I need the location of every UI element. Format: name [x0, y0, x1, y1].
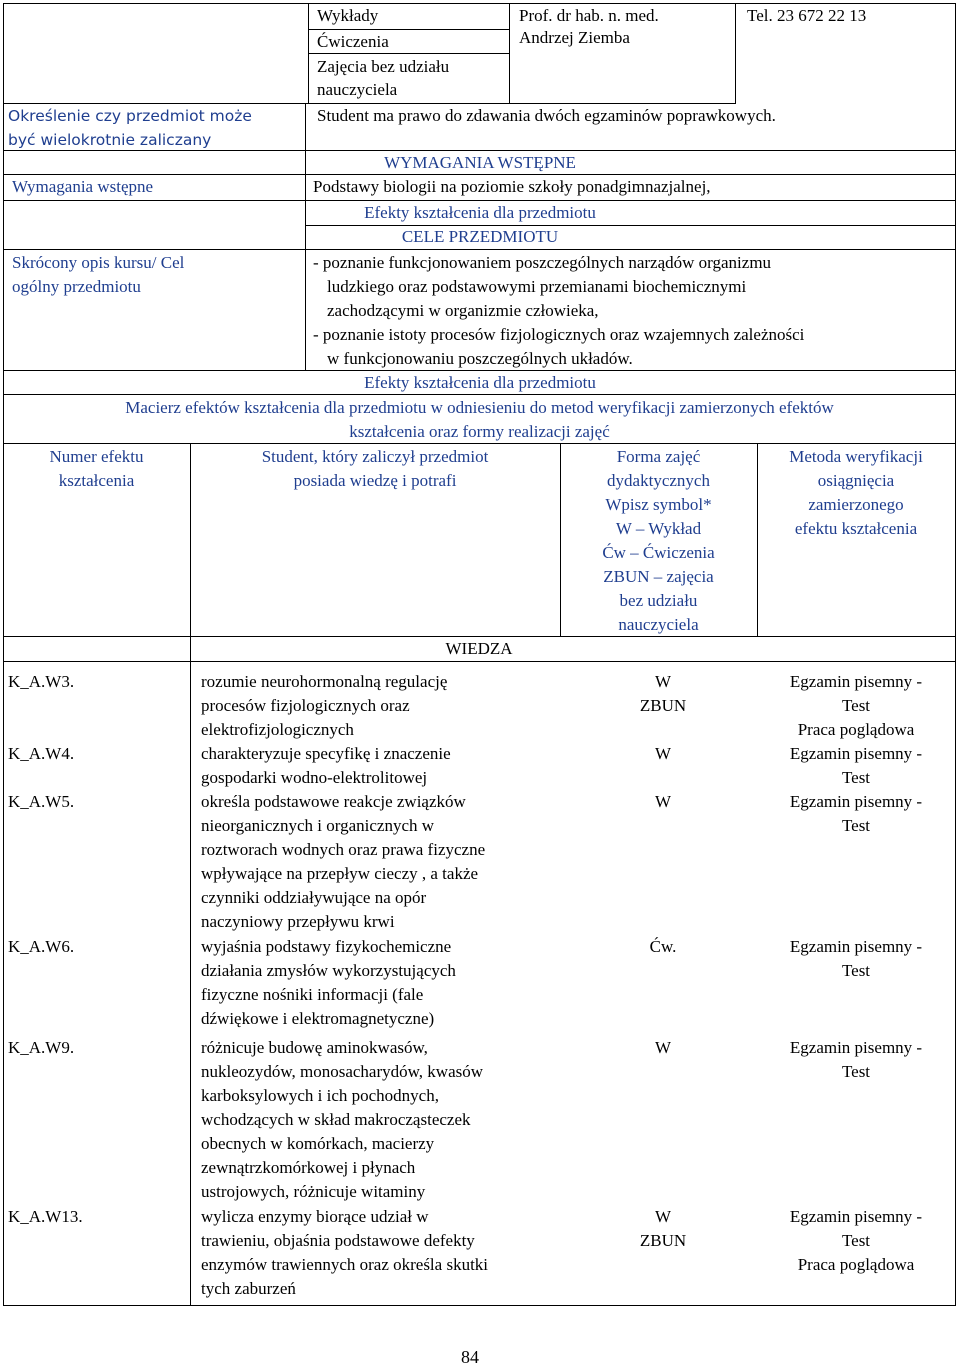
col-header-line: Metoda weryfikacji — [789, 447, 923, 466]
desc-line: zewnątrzkomórkowej i płynach — [201, 1158, 416, 1177]
form-self-study-line: nauczyciela — [317, 80, 398, 99]
row-code: K_A.W5. — [8, 792, 75, 811]
method-line: Test — [841, 1062, 871, 1081]
method-line: Test — [841, 961, 871, 980]
desc-line: naczyniowy przepływu krwi — [201, 912, 395, 931]
desc-line: fizyczne nośniki informacji (fale — [201, 985, 424, 1004]
desc-line: wchodzących w skład makrocząsteczek — [201, 1110, 471, 1129]
row-description — [201, 670, 447, 742]
form-line: W — [654, 672, 672, 691]
method-line: Egzamin pisemny - — [789, 672, 923, 691]
retake-label-line: Określenie czy przedmiot może — [8, 107, 252, 125]
row-form — [560, 1036, 766, 1060]
desc-line: dźwiękowe i elektromagnetyczne) — [201, 1009, 435, 1028]
desc-line: procesów fizjologicznych oraz — [201, 696, 410, 715]
retake-label — [8, 104, 252, 152]
row-description — [201, 790, 485, 934]
method-line: Test — [841, 816, 871, 835]
row-code: K_A.W3. — [8, 672, 75, 691]
col-header-line: efektu kształcenia — [794, 519, 918, 538]
row-code: K_A.W13. — [8, 1207, 83, 1226]
page-number: 84 — [461, 1347, 479, 1367]
desc-line: nieorganicznych i organicznych w — [201, 816, 435, 835]
requirements-label: Wymagania wstępne — [12, 177, 154, 196]
method-line: Test — [841, 1231, 871, 1250]
row-description — [201, 935, 456, 1031]
row-description — [201, 742, 451, 790]
teacher-fullname: Andrzej Ziemba — [519, 28, 630, 47]
divider — [509, 3, 510, 104]
retake-value: Student ma prawo do zdawania dwóch egzaminów poprawkowych. — [317, 106, 776, 125]
matrix-title-line: Macierz efektów kształcenia dla przedmiotu w odniesieniu do metod weryfikacji zamierzonych efektów — [125, 398, 834, 417]
desc-line: charakteryzuje specyfikę i znaczenie — [201, 744, 451, 763]
goals-text — [313, 251, 804, 371]
col-header-line: Ćw – Ćwiczenia — [602, 543, 715, 562]
teacher-title: Prof. dr hab. n. med. — [519, 6, 659, 25]
row-method — [757, 1036, 955, 1084]
col-header-line: zamierzonego — [808, 495, 904, 514]
desc-line: tych zaburzeń — [201, 1279, 296, 1298]
desc-line: wyjaśnia podstawy fizykochemiczne — [201, 937, 452, 956]
method-line: Test — [841, 768, 871, 787]
divider — [735, 3, 736, 104]
col-header-number — [3, 445, 190, 493]
col-header-line: Student, który zaliczył przedmiot — [261, 447, 489, 466]
requirements-heading: WYMAGANIA WSTĘPNE — [384, 153, 576, 172]
form-line: W — [654, 792, 672, 811]
col-header-line: Wpisz symbol* — [605, 495, 712, 514]
section-label: WIEDZA — [445, 639, 513, 658]
effects-heading-2: Efekty kształcenia dla przedmiotu — [364, 373, 596, 392]
form-line: W — [654, 1207, 672, 1226]
goals-label-line: Skrócony opis kursu/ Cel — [12, 253, 185, 272]
desc-line: rozumie neurohormonalną regulację — [201, 672, 448, 691]
method-line: Egzamin pisemny - — [789, 1038, 923, 1057]
form-self-study — [317, 55, 449, 101]
form-exercises: Ćwiczenia — [317, 32, 389, 51]
desc-line: różnicuje budowę aminokwasów, — [201, 1038, 428, 1057]
teacher-name — [519, 4, 659, 50]
row-form — [560, 742, 766, 766]
col-header-form — [560, 445, 757, 637]
col-header-line: bez udziału — [619, 591, 698, 610]
row-form — [560, 670, 766, 718]
desc-line: gospodarki wodno-elektrolitowej — [201, 768, 428, 787]
col-header-line: osiągnięcia — [817, 471, 895, 490]
divider — [3, 249, 956, 250]
form-line: Ćw. — [649, 937, 677, 956]
effects-heading: Efekty kształcenia dla przedmiotu — [364, 203, 596, 222]
method-line: Egzamin pisemny - — [789, 744, 923, 763]
goals-label — [12, 251, 184, 299]
row-method — [757, 1205, 955, 1277]
form-lectures: Wykłady — [317, 6, 379, 25]
method-line: Egzamin pisemny - — [789, 1207, 923, 1226]
desc-line: wylicza enzymy biorące udział w — [201, 1207, 429, 1226]
desc-line: elektrofizjologicznych — [201, 720, 354, 739]
divider — [190, 443, 191, 1305]
desc-line: trawieniu, objaśnia podstawowe defekty — [201, 1231, 475, 1250]
divider — [3, 661, 956, 662]
row-description — [201, 1205, 488, 1301]
form-line: ZBUN — [639, 696, 687, 715]
form-line: ZBUN — [639, 1231, 687, 1250]
col-header-line: dydaktycznych — [607, 471, 710, 490]
desc-line: ustrojowych, różnicuje witaminy — [201, 1182, 426, 1201]
border-bottom — [3, 1305, 956, 1306]
col-header-line: nauczyciela — [618, 615, 699, 634]
goal-line: - poznanie funkcjonowaniem poszczególnych narządów organizmu — [313, 253, 772, 272]
goal-line: w funkcjonowaniu poszczególnych układów. — [327, 349, 633, 368]
col-header-line: Forma zajęć — [616, 447, 701, 466]
desc-line: czynniki oddziaływujące na opór — [201, 888, 427, 907]
desc-line: określa podstawowe reakcje związków — [201, 792, 466, 811]
method-line: Test — [841, 696, 871, 715]
teacher-phone: Tel. 23 672 22 13 — [747, 6, 867, 25]
col-header-student — [190, 445, 560, 493]
desc-line: nukleozydów, monosacharydów, kwasów — [201, 1062, 484, 1081]
goal-line: zachodzącymi w organizmie człowieka, — [327, 301, 599, 320]
col-header-line: posiada wiedzę i potrafi — [293, 471, 457, 490]
desc-line: obecnych w komórkach, macierzy — [201, 1134, 435, 1153]
method-line: Egzamin pisemny - — [789, 792, 923, 811]
form-self-study-line: Zajęcia bez udziału — [317, 57, 450, 76]
matrix-title-line: kształcenia oraz formy realizacji zajęć — [349, 422, 610, 441]
desc-line: wpływające na przepływ cieczy , a także — [201, 864, 479, 883]
row-code: K_A.W4. — [8, 744, 75, 763]
row-method — [757, 670, 955, 742]
goal-line: ludzkiego oraz podstawowymi przemianami biochemicznymi — [327, 277, 747, 296]
row-method — [757, 742, 955, 790]
matrix-title — [3, 396, 956, 444]
goal-line: - poznanie istoty procesów fizjologicznych oraz wzajemnych zależności — [313, 325, 805, 344]
row-method — [757, 790, 955, 838]
row-description — [201, 1036, 483, 1204]
retake-label-line: być wielokrotnie zaliczany — [8, 131, 212, 149]
form-line: W — [654, 1038, 672, 1057]
method-line: Praca poglądowa — [797, 1255, 915, 1274]
desc-line: działania zmysłów wykorzystujących — [201, 961, 456, 980]
col-header-line: ZBUN – zajęcia — [603, 567, 714, 586]
row-code: K_A.W9. — [8, 1038, 75, 1057]
desc-line: roztworach wodnych oraz prawa fizyczne — [201, 840, 486, 859]
form-line: W — [654, 744, 672, 763]
row-form — [560, 790, 766, 814]
desc-line: enzymów trawiennych oraz określa skutki — [201, 1255, 489, 1274]
border-left — [3, 3, 4, 1306]
goals-heading: CELE PRZEDMIOTU — [401, 227, 559, 246]
desc-line: karboksylowych i ich pochodnych, — [201, 1086, 439, 1105]
col-header-method — [757, 445, 955, 541]
col-header-line: kształcenia — [58, 471, 135, 490]
goals-label-line: ogólny przedmiotu — [12, 277, 141, 296]
row-code: K_A.W6. — [8, 937, 75, 956]
requirements-value: Podstawy biologii na poziomie szkoły ponadgimnazjalnej, — [313, 177, 711, 196]
col-header-line: W – Wykład — [615, 519, 702, 538]
row-form — [560, 935, 766, 959]
border-right — [955, 3, 956, 1306]
row-form — [560, 1205, 766, 1253]
col-header-line: Numer efektu — [49, 447, 144, 466]
row-method — [757, 935, 955, 983]
method-line: Egzamin pisemny - — [789, 937, 923, 956]
method-line: Praca poglądowa — [797, 720, 915, 739]
